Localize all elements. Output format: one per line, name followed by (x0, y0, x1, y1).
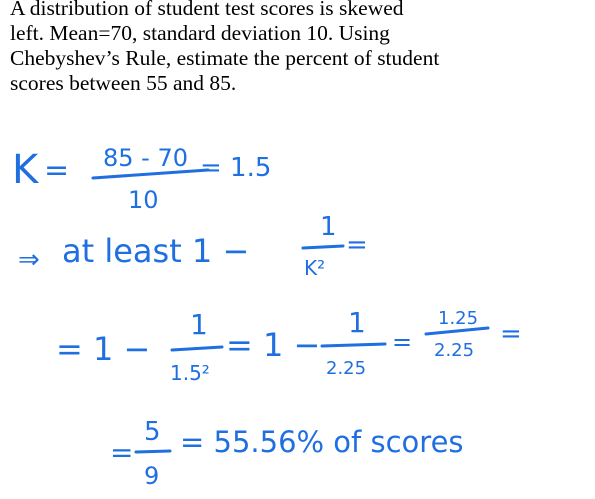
frac3-numerator: 1.25 (438, 308, 479, 329)
result-denominator: 9 (144, 462, 160, 490)
at-least-fraction-bar (303, 246, 343, 248)
compute-mid: = 1 − (226, 326, 321, 364)
frac1-denominator: 1.5² (170, 361, 210, 385)
frac1-numerator: 1 (190, 308, 208, 341)
problem-line-3: Chebyshev’s Rule, estimate the percent of student (10, 46, 440, 70)
solution-step-result (110, 417, 464, 490)
frac2-denominator: 2.25 (326, 358, 367, 379)
frac2-bar (322, 344, 385, 346)
at-least-text: at least 1 − (62, 232, 250, 270)
at-least-numerator: 1 (320, 212, 337, 242)
result-fraction-bar (136, 451, 170, 452)
result-lead: = (110, 436, 134, 469)
compute-lead: = 1 − (56, 330, 151, 368)
compute-equals-2: = (392, 328, 413, 356)
k-denominator: 10 (128, 186, 159, 214)
result-numerator: 5 (144, 417, 161, 447)
problem-line-4: scores between 55 and 85. (10, 71, 237, 95)
at-least-equals: = (346, 230, 368, 260)
frac1-bar (172, 347, 222, 350)
compute-equals-3: = (500, 319, 522, 349)
implies-arrow: ⇒ (18, 245, 40, 275)
solution-step-k (12, 144, 271, 214)
k-result: = 1.5 (200, 153, 272, 183)
solution-step-at-least (18, 212, 368, 280)
problem-line-1: A distribution of student test scores is skewed (10, 0, 404, 20)
k-variable: K (12, 147, 39, 193)
frac3-denominator: 2.25 (434, 340, 475, 361)
frac2-numerator: 1 (348, 306, 366, 339)
k-equals: = (44, 153, 70, 188)
at-least-denominator: K² (304, 256, 326, 280)
problem-line-2: left. Mean=70, standard deviation 10. Using (10, 21, 390, 45)
k-numerator: 85 - 70 (103, 144, 188, 172)
solution-step-compute (56, 306, 522, 385)
result-value: = 55.56% of scores (180, 425, 464, 459)
